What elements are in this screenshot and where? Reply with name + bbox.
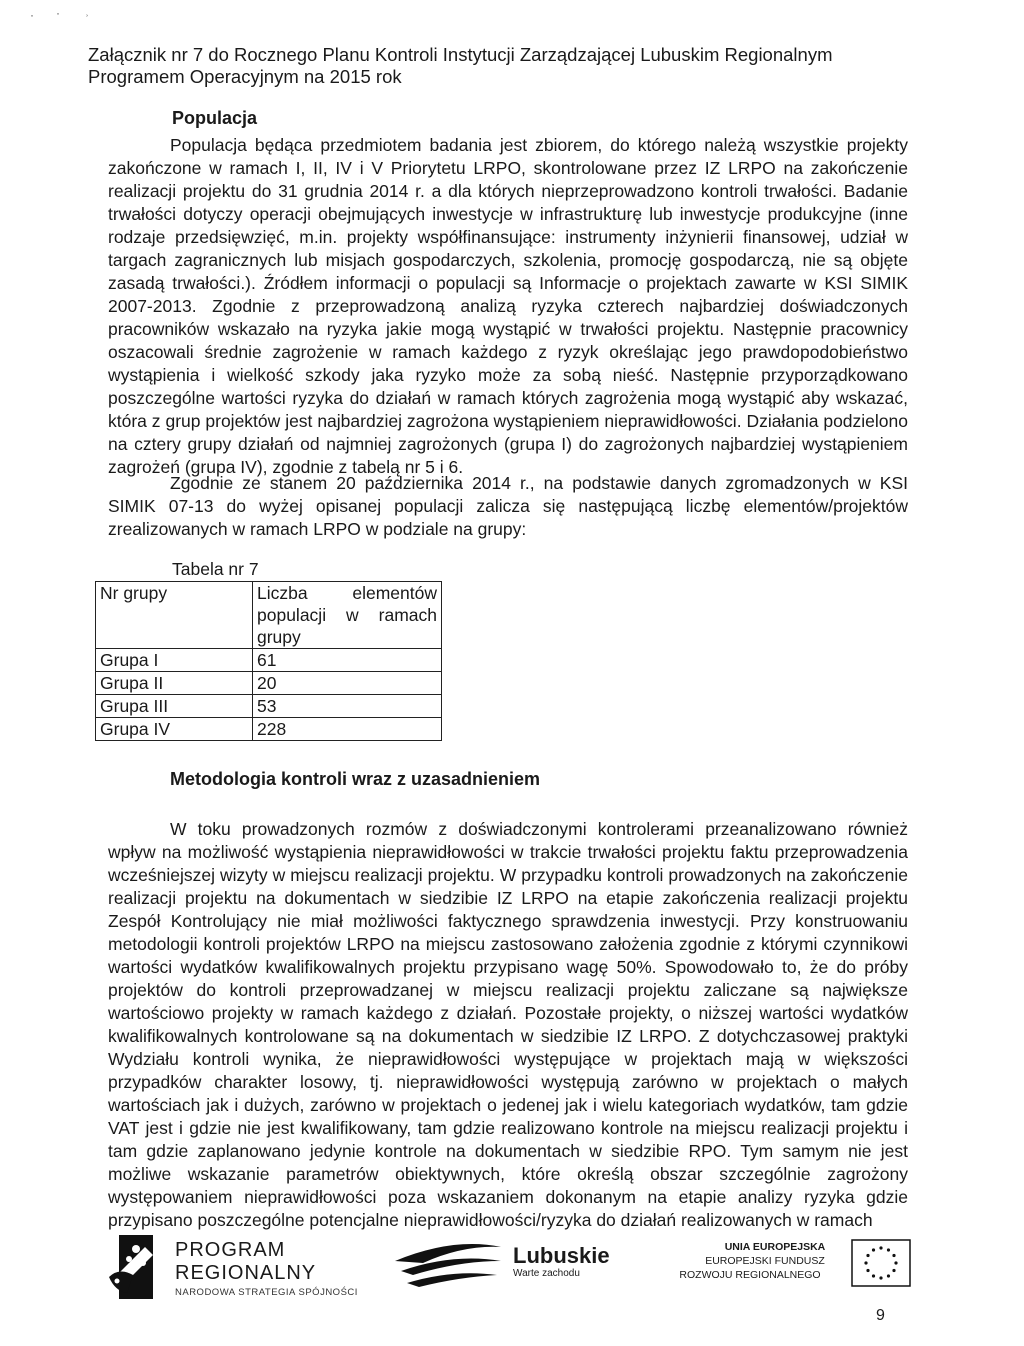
table-row xyxy=(96,649,442,672)
annex-header: Załącznik nr 7 do Rocznego Planu Kontroli Instytucji Zarządzającej Lubuskim Regionalnym Programem Operacyjnym na 2015 rok xyxy=(88,44,833,87)
table-cell-group: Grupa III xyxy=(96,695,253,718)
table-cell-count: 228 xyxy=(253,718,442,741)
table-header-row xyxy=(96,582,442,649)
table-header-count xyxy=(253,582,442,649)
lubuskie-name: Lubuskie xyxy=(513,1243,610,1268)
program-line1: PROGRAM xyxy=(175,1239,286,1261)
scan-speck: · xyxy=(30,8,34,22)
program-line2: REGIONALNY xyxy=(175,1262,317,1284)
table-row xyxy=(96,672,442,695)
lubuskie-tagline: Warte zachodu xyxy=(513,1268,580,1279)
eu-line1: UNIA EUROPEJSKA xyxy=(724,1241,826,1253)
footer-logos xyxy=(105,1233,915,1305)
lubuskie-logo xyxy=(393,1241,623,1291)
program-regionalny-emblem-icon xyxy=(105,1233,167,1301)
group-count-table xyxy=(95,581,442,741)
population-paragraph: Populacja będąca przedmiotem badania jest zbiorem, do którego należą wszystkie projekty zakończone w ramach I, II, IV i V Priorytetu LRPO, skontrolowane przez IZ LRPO na zakończenie realizacji projektu do 31 grudnia 2014 r. a dla których nieprzeprowadzono kontroli trwałości. Badanie trwałości dotyczy operacji obejmujących inwestycje w infrastrukturę lub inwestycje produkcyjne (inne rodzaje przedsięwzięć, m.in. projekty współfinansujące: instrumenty inżynierii finansowej, udział w targach zagranicznych lub misjach gospodarczych, szkolenia, promocję gospodarczą, nie są objęte zasadą trwałości.). Źródłem informacji o populacji są Informacje o projektach zawarte w KSI SIMIK 2007-2013. Zgodnie z przeprowadzoną analizą ryzyka czterech najbardziej doświadczonych pracowników wskazało na ryzyka jakie mogą wystąpić w trwałości projektu. Następnie pracownicy oszacowali średnie zagrożenie w ramach każdego z ryzyk określając jego prawdopodobieństwo wystąpienia i wielkość szkody jaka ryzyko może za sobą nieść. Następnie przyporządkowano poszczególne wartości ryzyka do działań w ramach których zagrożenia mogą wystąpić aby wskazać, która z grup projektów jest najbardziej zagrożona wystąpieniem nieprawidłowości. Działania podzielono na cztery grupy działań od najmniej zagrożonych (grupa I) do zagrożonych najbardziej wystąpieniem zagrożeń (grupa IV), zgodnie z tabelą nr 5 i 6. xyxy=(108,135,908,477)
eu-fund-logo xyxy=(645,1241,915,1296)
table-cell-group: Grupa I xyxy=(96,649,253,672)
table-header-count-line: Liczba elementów xyxy=(257,583,437,603)
page-number: 9 xyxy=(876,1307,885,1324)
table-header-count-line: populacji w ramach xyxy=(257,605,437,625)
eu-flag-icon xyxy=(851,1239,911,1287)
table-cell-count: 20 xyxy=(253,672,442,695)
table-cell-count: 53 xyxy=(253,695,442,718)
scan-speck: · xyxy=(56,6,60,20)
methodology-paragraph: W toku prowadzonych rozmów z doświadczonymi kontrolerami przeanalizowano również wpływ na możliwość wystąpienia nieprawidłowości w trakcie trwałości projektu faktu przeprowadzenia wcześniejszej wizyty w miejscu realizacji projektu. W przypadku kontroli prowadzonych na zakończenie realizacji projektu na dokumentach w siedzibie IZ LRPO na etapie zakończenia realizacji projektu Zespół Kontrolujący nie miał możliwości faktycznego sprawdzenia inwestycji. Przy konstruowaniu metodologii kontroli projektów LRPO na miejscu zastosowano założenia zgodnie z którymi czynnikowi wartości wydatków kwalifikowalnych projektu przypisano wagę 50%. Spowodowało to, że do próby projektów do kontroli przeprowadzanej w miejscu realizacji projektu zaliczane są największe wartościowo projekty w ramach każdego z działań. Pozostałe projekty, o niższej wartości wydatków kwalifikowalnych kontrolowane są na dokumentach w siedzibie IZ LRPO. Z dotychczasowej praktyki Wydziału kontroli wynika, że nieprawidłowości występujące w projektach mają w większości przypadków charakter losowy, tj. nieprawidłowości występują zarówno w projektach o małych wartościach jak i dużych, zarówno w projektach o jedenej jak i wielu kategoriach wydatków, tam gdzie VAT jest i gdzie nie jest kwalifikowany, tam gdzie realizowano kontrole na miejscu realizacji projektu i tam gdzie zaplanowano jedynie kontrole na dokumentach w siedzibie RPO. Tym samym nie jest możliwe wskazanie parametrów obiektywnych, które określą obszar szczególnie zagrożony występowaniem nieprawidłowości poza wskazaniem dokonanym na etapie analizy ryzyka gdzie przypisano poszczególne potencjalne nieprawidłowości/ryzyka do działań realizowanych w ramach xyxy=(108,819,908,1230)
scan-speck: ˒ xyxy=(85,6,89,20)
table-header-group: Nr grupy xyxy=(96,582,253,649)
lubuskie-swoosh-icon xyxy=(393,1241,505,1291)
table-caption: Tabela nr 7 xyxy=(172,559,259,579)
table-cell-group: Grupa II xyxy=(96,672,253,695)
eu-line3: ROZWOJU REGIONALNEGO xyxy=(679,1269,821,1281)
table-header-count-line: grupy xyxy=(257,627,301,647)
program-regionalny-logo xyxy=(105,1233,360,1303)
table-cell-group: Grupa IV xyxy=(96,718,253,741)
population-count-paragraph: Zgodnie ze stanem 20 października 2014 r., na podstawie danych zgromadzonych w KSI SIMIK 07-13 do wyżej opisanej populacji zalicza się następującą liczbę elementów/projektów zrealizowanych w ramach LRPO w podziale na grupy: xyxy=(108,473,908,539)
table-row xyxy=(96,718,442,741)
program-line3: NARODOWA STRATEGIA SPÓJNOŚCI xyxy=(175,1287,358,1298)
section-heading-population: Populacja xyxy=(172,108,258,128)
table-cell-count: 61 xyxy=(253,649,442,672)
eu-line2: EUROPEJSKI FUNDUSZ xyxy=(705,1255,825,1267)
section-heading-methodology: Metodologia kontroli wraz z uzasadnieniem xyxy=(170,769,541,789)
table-row xyxy=(96,695,442,718)
